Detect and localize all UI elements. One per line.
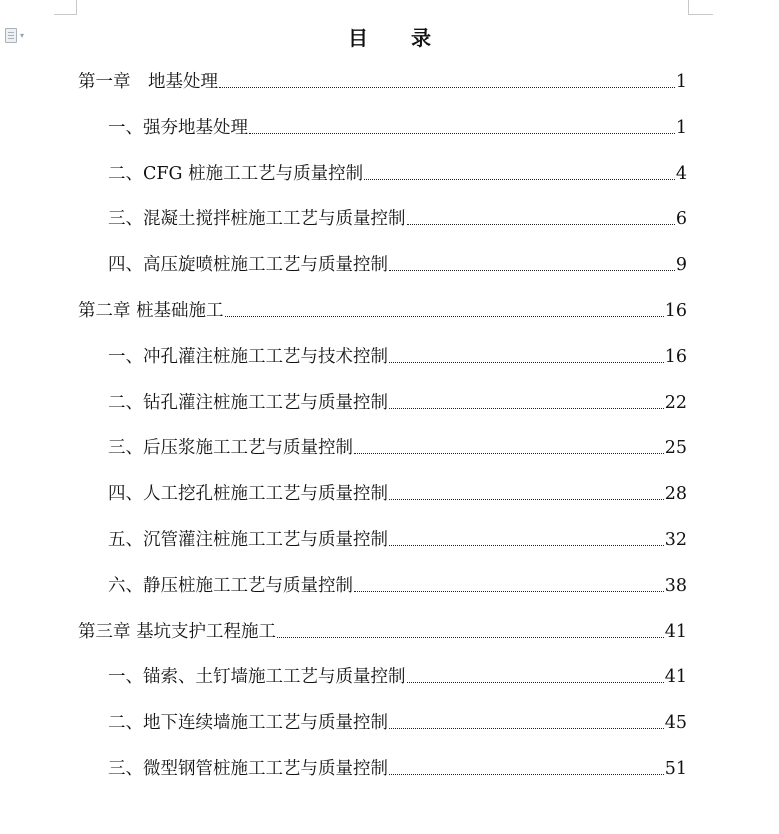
toc-section-entry[interactable]: [108, 711, 687, 735]
crop-mark-top-right: [688, 0, 713, 15]
toc-section-entry[interactable]: [108, 574, 687, 598]
toc-section-entry[interactable]: [108, 116, 687, 140]
toc-entry-label: 二、CFG 桩施工工艺与质量控制: [108, 164, 364, 184]
toc-entry-label: 二、钻孔灌注桩施工工艺与质量控制: [108, 393, 388, 413]
dot-leader: [354, 453, 664, 454]
dot-leader: [277, 637, 664, 638]
dot-leader: [249, 133, 675, 134]
toc-entry-label: 四、人工挖孔桩施工工艺与质量控制: [108, 484, 388, 504]
toc-page-number: 41: [664, 622, 687, 642]
toc-chapter-entry[interactable]: [78, 620, 687, 644]
toc-section-entry[interactable]: [108, 482, 687, 506]
toc-section-entry[interactable]: [108, 665, 687, 689]
toc-page-number: 1: [675, 72, 687, 92]
toc-entry-label: 六、静压桩施工工艺与质量控制: [108, 576, 353, 596]
chevron-down-icon: ▾: [20, 30, 25, 40]
toc-entry-label: 一、冲孔灌注桩施工工艺与技术控制: [108, 347, 388, 367]
toc-section-entry[interactable]: [108, 345, 687, 369]
toc-page-number: 22: [664, 393, 687, 413]
dot-leader: [389, 499, 664, 500]
toc-page-number: 32: [664, 530, 687, 550]
dot-leader: [389, 270, 675, 271]
toc-page-number: 45: [664, 713, 687, 733]
dot-leader: [364, 179, 675, 180]
toc-section-entry[interactable]: [108, 528, 687, 552]
dot-leader: [389, 545, 664, 546]
dot-leader: [225, 316, 664, 317]
toc-entry-label: 一、强夯地基处理: [108, 118, 248, 138]
dot-leader: [354, 591, 664, 592]
toc-page-number: 1: [675, 118, 687, 138]
toc-entry-label: 四、高压旋喷桩施工工艺与质量控制: [108, 255, 388, 275]
toc-entry-label: 一、锚索、土钉墙施工工艺与质量控制: [108, 667, 406, 687]
toc-section-entry[interactable]: [108, 757, 687, 781]
toc-section-entry[interactable]: [108, 162, 687, 186]
crop-mark-top-left: [54, 0, 77, 15]
toc-entry-label: 第二章 桩基础施工: [78, 301, 224, 321]
dot-leader: [389, 362, 664, 363]
toc-section-entry[interactable]: [108, 391, 687, 415]
toc-page-number: 41: [664, 667, 687, 687]
toc-entry-label: 三、微型钢管桩施工工艺与质量控制: [108, 759, 388, 779]
dot-leader: [389, 408, 664, 409]
toc-page-number: 25: [664, 438, 687, 458]
toc-entry-label: 第一章 地基处理: [78, 72, 218, 92]
toc-entry-label: 二、地下连续墙施工工艺与质量控制: [108, 713, 388, 733]
toc-title: 目 录: [348, 26, 449, 50]
toc-section-entry[interactable]: [108, 253, 687, 277]
toc-page-number: 4: [675, 164, 687, 184]
toc-page-number: 9: [675, 255, 687, 275]
dot-leader: [407, 682, 664, 683]
toc-section-entry[interactable]: [108, 436, 687, 460]
toc-page-number: 16: [664, 347, 687, 367]
dot-leader: [389, 774, 664, 775]
toc-page-number: 28: [664, 484, 687, 504]
dot-leader: [389, 728, 664, 729]
dot-leader: [407, 224, 675, 225]
toc-entry-label: 三、后压浆施工工艺与质量控制: [108, 438, 353, 458]
toc-entry-label: 第三章 基坑支护工程施工: [78, 622, 277, 642]
toc-section-entry[interactable]: [108, 207, 687, 231]
toc-page-number: 38: [664, 576, 687, 596]
toc-chapter-entry[interactable]: [78, 70, 687, 94]
toc-page-number: 6: [675, 209, 687, 229]
toc-page-number: 51: [664, 759, 687, 779]
toc-chapter-entry[interactable]: [78, 299, 687, 323]
toc-page-number: 16: [664, 301, 687, 321]
toc-entry-label: 五、沉管灌注桩施工工艺与质量控制: [108, 530, 388, 550]
dot-leader: [219, 87, 675, 88]
toc-entry-label: 三、混凝土搅拌桩施工工艺与质量控制: [108, 209, 406, 229]
